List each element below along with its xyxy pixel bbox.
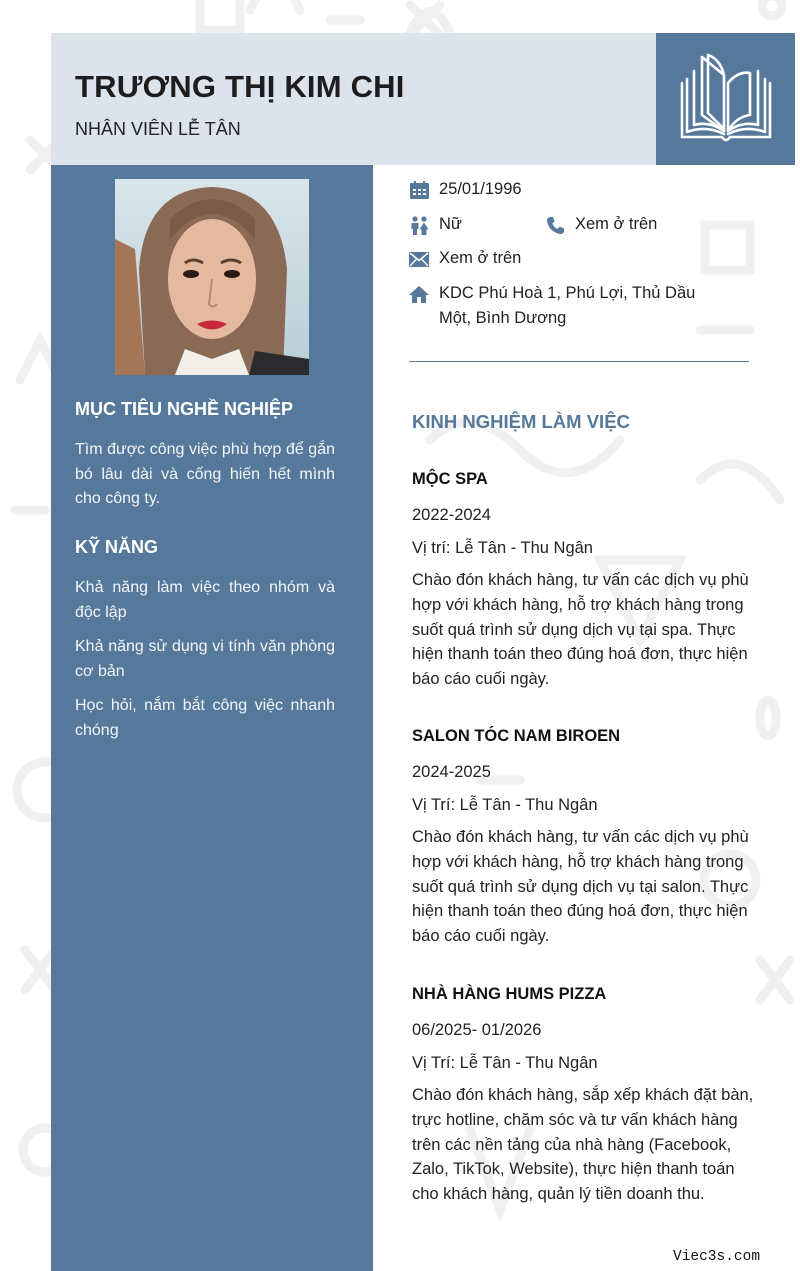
skill-item: Khả năng sử dụng vi tính văn phòng cơ bản xyxy=(75,638,335,680)
phone-value: Xem ở trên xyxy=(575,215,658,233)
sidebar xyxy=(51,165,373,1271)
job-description: Chào đón khách hàng, tư vấn các dịch vụ phù hợp với khách hàng, hỗ trợ khách hàng trong suốt quá trình sử dụng dịch vụ tại spa. Thực hiện thanh toán theo đúng hoá đơn, thực hiện báo cáo cuối ngày. xyxy=(412,571,749,689)
calendar-icon xyxy=(409,180,429,200)
contact-divider xyxy=(409,361,749,362)
job-entry xyxy=(412,985,757,1207)
site-watermark: Viec3s.com xyxy=(673,1249,761,1265)
candidate-role: NHÂN VIÊN LỄ TÂN xyxy=(75,119,241,139)
job-entry xyxy=(412,727,757,949)
gender-value: Nữ xyxy=(439,215,462,233)
envelope-icon xyxy=(409,249,429,269)
job-period: 06/2025- 01/2026 xyxy=(412,1021,542,1039)
phone-icon xyxy=(545,215,565,235)
avatar-photo xyxy=(115,179,309,375)
job-company: SALON TÓC NAM BIROEN xyxy=(412,727,621,745)
job-period: 2022-2024 xyxy=(412,506,491,524)
experience-title: KINH NGHIỆM LÀM VIỆC xyxy=(412,411,630,432)
address-value: KDC Phú Hoà 1, Phú Lợi, Thủ Dầu Một, Bình Dương xyxy=(439,284,696,327)
objective-text: Tìm được công việc phù hợp để gắn bó lâu dài và cống hiến hết mình cho công ty. xyxy=(75,441,335,507)
job-period: 2024-2025 xyxy=(412,763,491,781)
job-description: Chào đón khách hàng, tư vấn các dịch vụ phù hợp với khách hàng, hỗ trợ khách hàng trong suốt quá trình sử dụng dịch vụ tại salon. Thực hiện thanh toán theo đúng hoá đơn, thực hiện báo cáo cuối ngày. xyxy=(412,828,749,946)
job-company: NHÀ HÀNG HUMS PIZZA xyxy=(412,985,607,1003)
address-row xyxy=(409,284,709,331)
job-company: MỘC SPA xyxy=(412,470,488,488)
candidate-name: TRƯƠNG THỊ KIM CHI xyxy=(75,69,405,104)
phone-row xyxy=(545,215,657,235)
logo-box xyxy=(656,33,795,165)
job-position: Vị Trí: Lễ Tân - Thu Ngân xyxy=(412,796,598,814)
objective-title: MỤC TIÊU NGHỀ NGHIỆP xyxy=(75,399,294,419)
job-position: Vị Trí: Lễ Tân - Thu Ngân xyxy=(412,1054,598,1072)
gender-icon xyxy=(409,215,429,235)
skills-section xyxy=(75,537,335,743)
job-description: Chào đón khách hàng, sắp xếp khách đặt bàn, trực hotline, chăm sóc và tư vấn khách hàng trên các nền tảng của nhà hàng (Facebook, Zalo, TikTok, Website), thực hiện thanh toán cho khách hàng, quản lý tiền doanh thu. xyxy=(412,1086,754,1204)
resume-page xyxy=(51,33,795,1271)
open-book-icon xyxy=(678,53,774,145)
birthday-row xyxy=(409,180,522,200)
job-position: Vị trí: Lễ Tân - Thu Ngân xyxy=(412,539,593,557)
skill-item: Khả năng làm việc theo nhóm và độc lập xyxy=(75,579,335,621)
job-entry xyxy=(412,470,757,692)
home-icon xyxy=(409,284,429,304)
skill-item: Học hỏi, nắm bắt công việc nhanh chóng xyxy=(75,697,335,739)
objective-section xyxy=(75,399,335,512)
email-value: Xem ở trên xyxy=(439,249,522,267)
gender-row xyxy=(409,215,462,235)
resume-header xyxy=(51,33,656,165)
skills-title: KỸ NĂNG xyxy=(75,537,159,557)
birthday-value: 25/01/1996 xyxy=(439,180,522,198)
email-row xyxy=(409,249,521,269)
